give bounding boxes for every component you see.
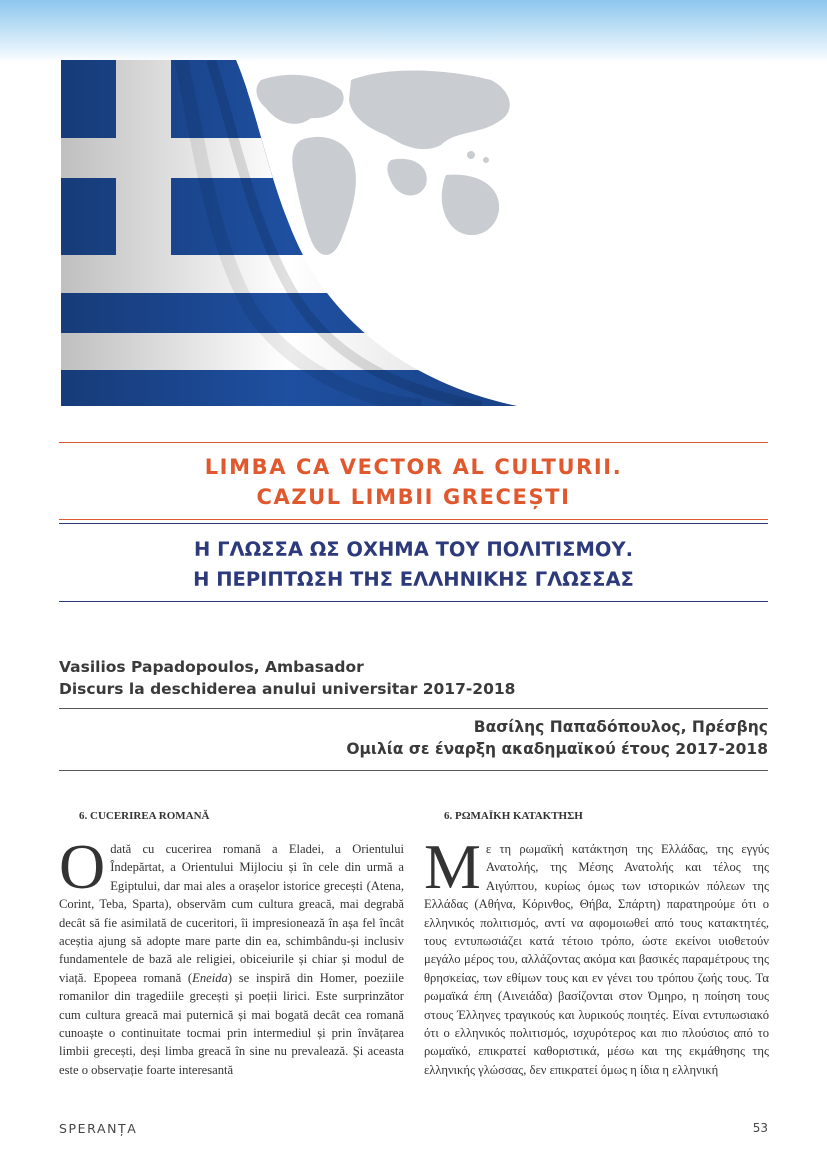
romanian-column: [59, 810, 404, 1079]
romanian-text-part2: ) se inspiră din Homer, poeziile romanilor din tragediile grecești și poeții lirici. Este surprinzător cum cultura greacă mai puternică și mai bogată decât cea romană cunoaște o continuitate tocmai prin intermediul și prin învățarea limbii grecești, deși limba greacă în sine nu prevalează. Și aceasta este o observație foarte interesantă: [59, 970, 404, 1077]
top-gradient-band: [0, 0, 827, 62]
greek-flag-icon: [61, 60, 517, 406]
romanian-text-part1: dată cu cucerirea romană a Eladei, a Orientului Îndepărtat, a Orientului Mijlociu și în cele din urmă a Egiptului, dar mai ales a orașelor istorice grecești (Atena, Corint, Teba, Sparta), observăm cum cultura greacă, mai degrabă decât să fie asimilată de cuceritori, îi impresionează în așa fel încât aceștia ajung să adopte mare parte din ea, schimbându-și inclusiv fundamentele de bază ale religiei, obiceiurile și chiar și modul de viață. Epopeea romană (: [59, 842, 404, 985]
author-bottom-rule: [59, 770, 768, 771]
greek-column: [424, 810, 769, 1079]
footer-publication-name: SPERANȚA: [59, 1121, 138, 1136]
title-romanian-line1: LIMBA CA VECTOR AL CULTURII.: [204, 455, 623, 479]
author-divider-rule: [59, 708, 768, 709]
title-top-rule: [59, 442, 768, 443]
title-bottom-rule: [59, 601, 768, 602]
title-mid-rule-blue: [59, 523, 768, 524]
author-greek: [346, 716, 768, 760]
title-greek: [59, 535, 768, 595]
section-heading-romanian: 6. CUCERIREA ROMANĂ: [79, 810, 210, 822]
title-romanian-line2: CAZUL LIMBII GRECEȘTI: [256, 485, 571, 509]
author-greek-occasion: Ομιλία σε έναρξη ακαδημαϊκού έτους 2017-2018: [346, 740, 768, 758]
greek-text: ε τη ρωμαϊκή κατάκτηση της Ελλάδας, της εγγύς Ανατολής, της Μέσης Ανατολής και τέλος της Αιγύπτου, κυρίως όμως των ιστορικών πόλεων της Ελλάδας (Αθήνα, Κόρινθος, Θήβα, Σπάρτη) παρατηρούμε ότι ο ελληνικός πολιτισμός, αντί να αφομοιωθεί από τους κατακτητές, τους εντυπωσιάζει κατά τέτοιο τρόπο, ώστε εκείνοι υιοθετούν μεγάλο μέρος του, αλλάζοντας ακόμα και βασικές παραμέτρους της θρησκείας, των εθίμων τους και εν γένει του τρόπου ζωής τους. Τα ρωμαϊκά έπη (Αινειάδα) βασίζονται στον Όμηρο, η ποίηση τους στους Έλληνες τραγικούς και λυρικούς ποιητές. Είναι εντυπωσιακό ότι ο ελληνικός πολιτισμός, ισχυρότερος και πιο πλούσιος από το ρωμαϊκό, επικρατεί καθοριστικά, μέσω και της εκμάθησης της ελληνικής γλώσσας, δεν επικρατεί όμως η ίδια η ελληνική: [424, 842, 769, 1077]
author-romanian-name: Vasilios Papadopoulos, Ambasador: [59, 658, 364, 676]
section-heading-greek: 6. ΡΩΜΑΪΚΗ ΚΑΤΑΚΤΗΣΗ: [444, 810, 583, 822]
title-romanian: [59, 452, 768, 512]
title-greek-line1: Η ΓΛΩΣΣΑ ΩΣ ΟΧΗΜΑ ΤΟΥ ΠΟΛΙΤΙΣΜΟΥ.: [193, 538, 634, 561]
dropcap-romanian: O: [59, 831, 106, 902]
greek-flag-world-map-image: [61, 60, 517, 406]
footer-page-number: 53: [752, 1121, 768, 1135]
author-romanian-occasion: Discurs la deschiderea anului universitar 2017-2018: [59, 680, 516, 698]
author-romanian: [59, 656, 515, 700]
romanian-body-text: [59, 831, 404, 1079]
romanian-text-emphasis: Eneida: [192, 970, 228, 985]
title-mid-rule-red: [59, 519, 768, 520]
dropcap-greek: Μ: [424, 831, 481, 902]
greek-body-text: [424, 831, 769, 1079]
title-greek-line2: Η ΠΕΡΙΠΤΩΣΗ ΤΗΣ ΕΛΛΗΝΙΚΗΣ ΓΛΩΣΣΑΣ: [193, 568, 634, 591]
author-greek-name: Βασίλης Παπαδόπουλος, Πρέσβης: [473, 718, 768, 736]
